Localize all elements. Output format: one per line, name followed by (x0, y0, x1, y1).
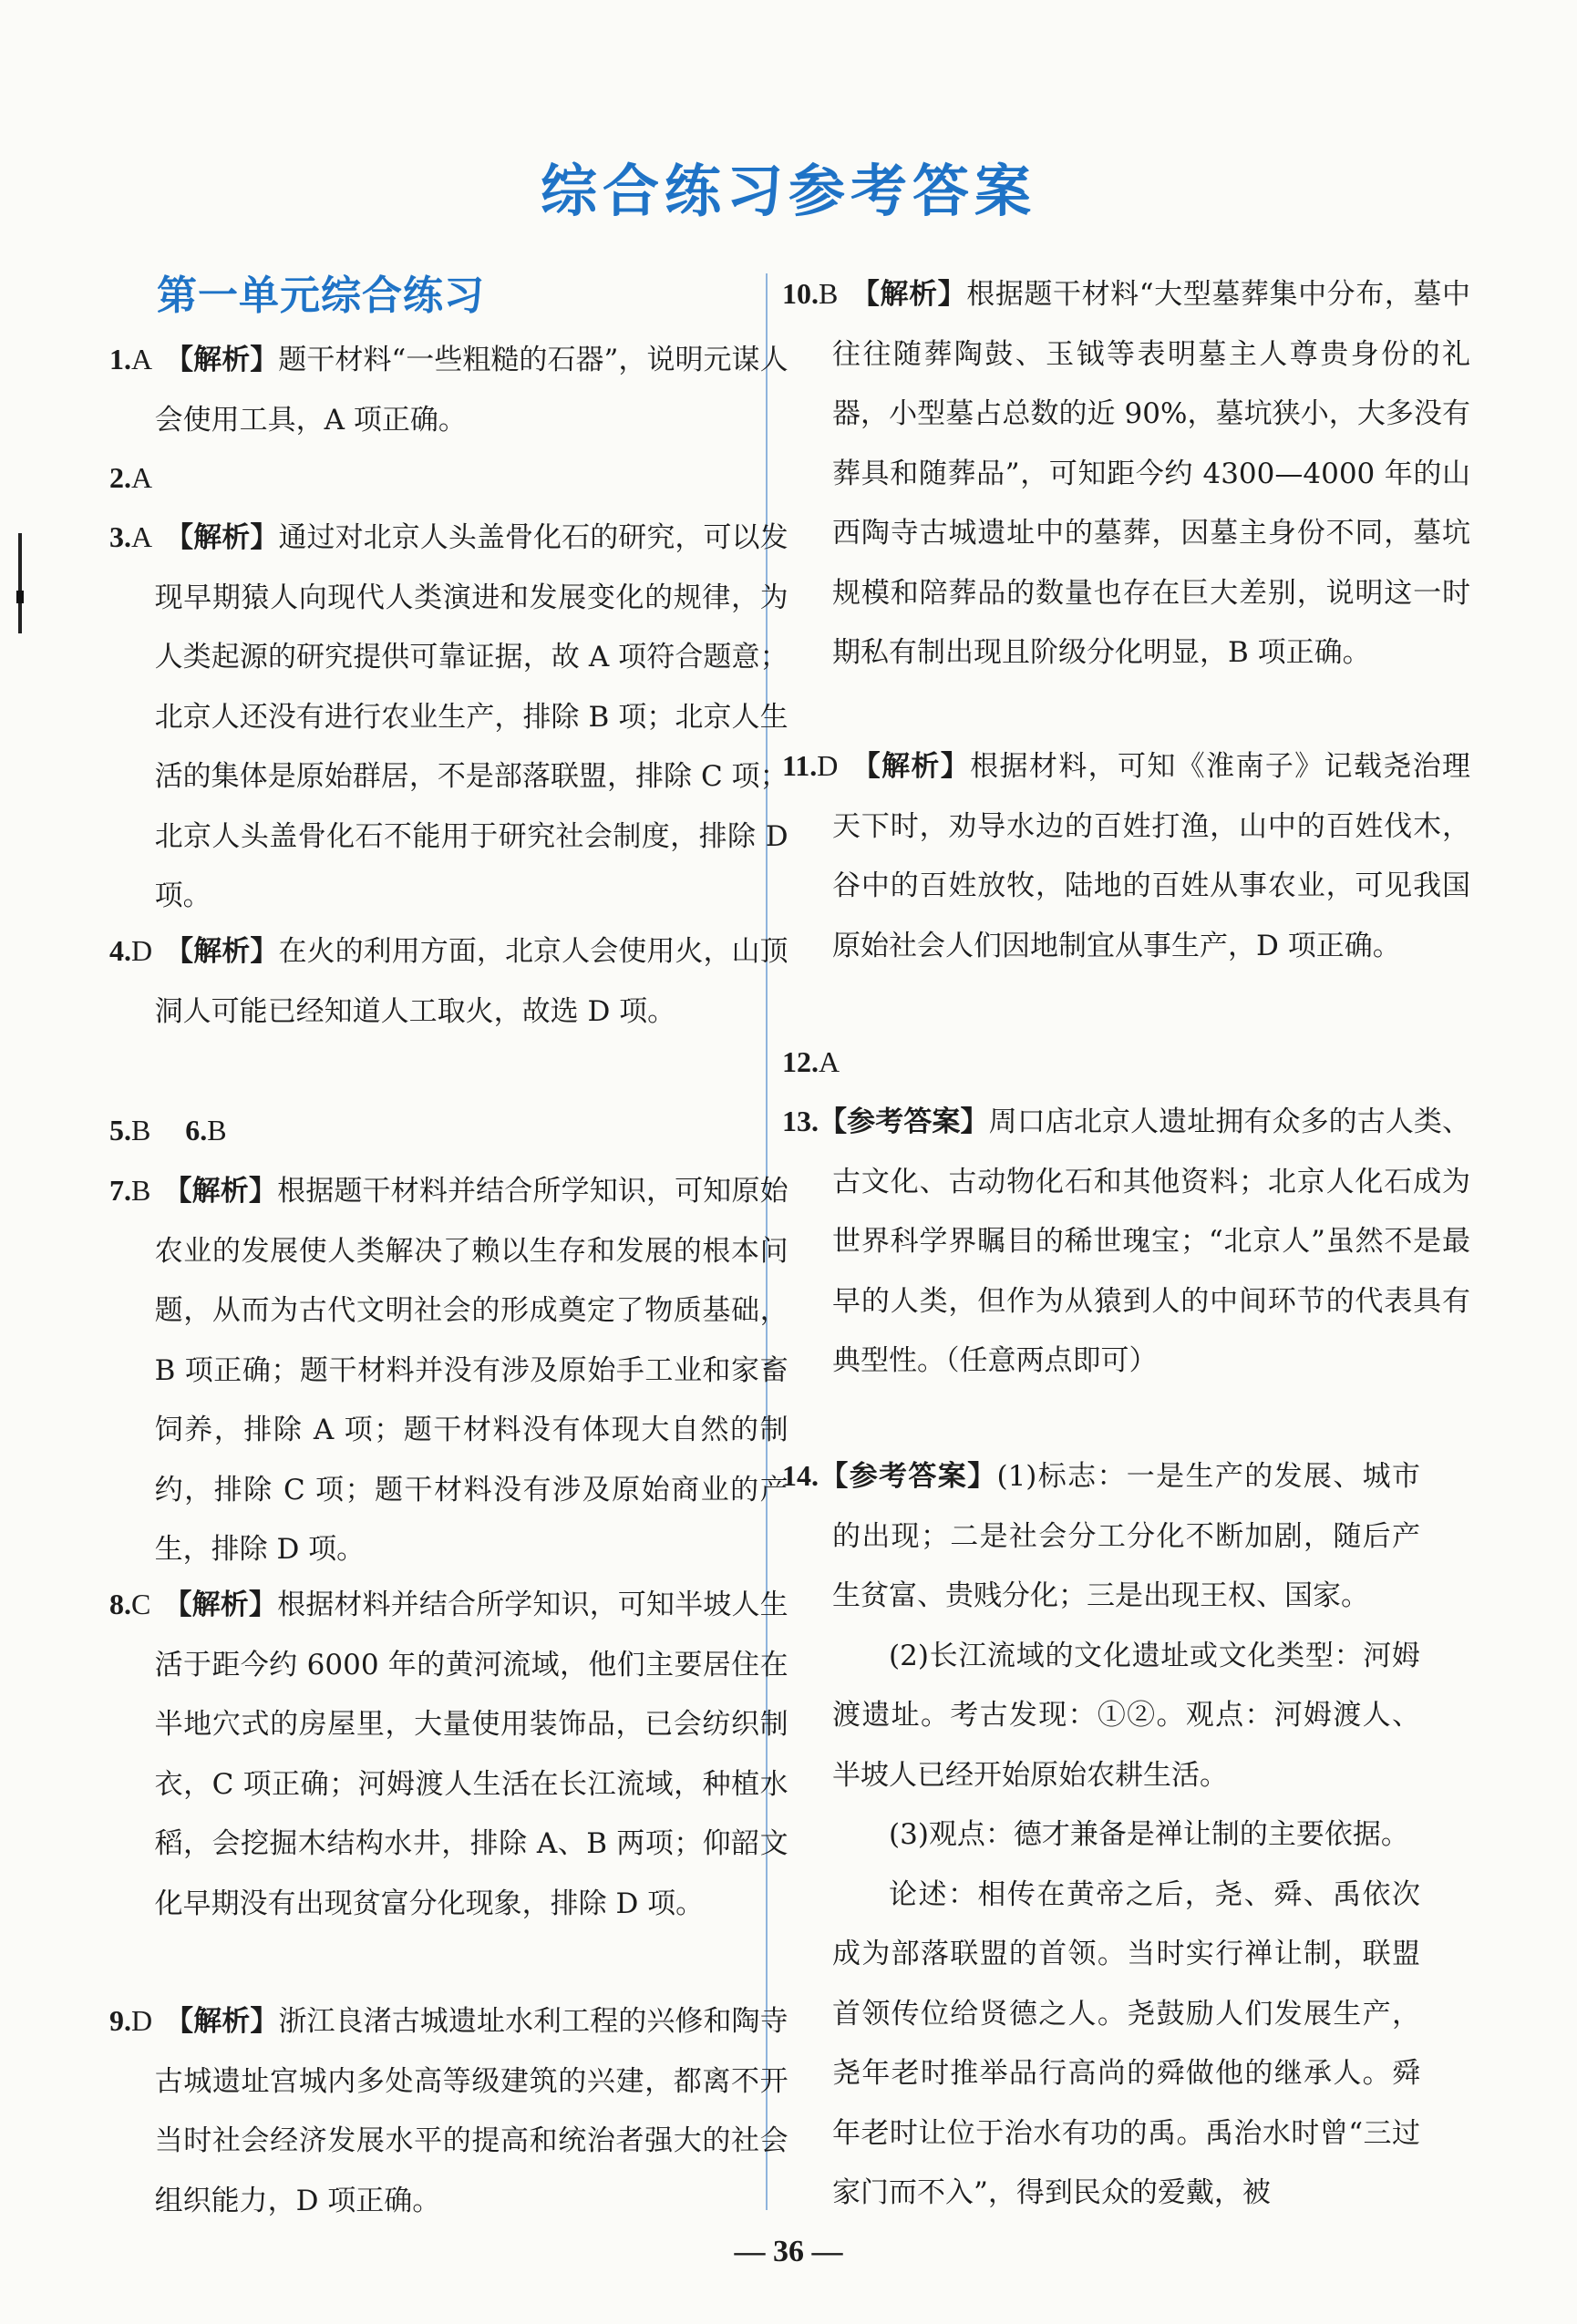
answer-2: 2.A (109, 461, 153, 494)
answer-14-part-3: (3)观点：德才兼备是禅让制的主要依据。 (889, 1818, 1409, 1851)
answer-12: 12.A (782, 1045, 840, 1078)
answer-14 (782, 1446, 1420, 2224)
answer-1: 1.A 【解析】题干材料“一些粗糙的石器”，说明元谋人会使用工具，A 项正确。 (109, 343, 788, 437)
answer-3: 3.A 【解析】通过对北京人头盖骨化石的研究，可以发现早期猿人向现代人类演进和发展变化的规律，为人类起源的研究提供可靠证据，故 A 项符合题意；北京人还没有进行农业生产，排除 B 项；北京人生活的集体是原始群居，不是部落联盟，排除 C 项；北京人头盖骨化石不能用于研究社会制度，排除 D 项。 (109, 520, 788, 912)
page-title: 综合练习参考答案 (540, 158, 1036, 224)
answer-4: 4.D 【解析】在火的利用方面，北京人会使用火，山顶洞人可能已经知道人工取火，故选 D 项。 (109, 934, 788, 1028)
binding-mark-dot (16, 591, 24, 603)
page-number: — 36 — (734, 2235, 843, 2268)
answer-11: 11.D 【解析】根据材料，可知《淮南子》记载尧治理天下时，劝导水边的百姓打渔，山中的百姓伐木，谷中的百姓放牧，陆地的百姓从事农业，可见我国原始社会人们因地制宜从事生产，D 项正确。 (782, 749, 1471, 962)
unit-title: 第一单元综合练习 (157, 273, 485, 319)
answer-8: 8.C 【解析】根据材料并结合所学知识，可知半坡人生活于距今约 6000 年的黄河流域，他们主要居住在半地穴式的房屋里，大量使用装饰品，已会纺织制衣，C 项正确；河姆渡人生活在长江流域，种植水稻，会挖掘木结构水井，排除 A、B 两项；仰韶文化早期没有出现贫富分化现象，排除 D 项。 (109, 1588, 788, 1920)
answer-14-part-4: 论述：相传在黄帝之后，尧、舜、禹依次成为部落联盟的首领。当时实行禅让制，联盟首领传位给贤德之人。尧鼓励人们发展生产，尧年老时推举品行高尚的舜做他的继承人。舜年老时让位于治水有功的禹。禹治水时曾“三过家门而不入”，得到民众的爱戴，被 (832, 1877, 1420, 2209)
binding-mark (18, 533, 22, 633)
answer-14-part-2: (2)长江流域的文化遗址或文化类型：河姆渡遗址。考古发现：①②。观点：河姆渡人、半坡人已经开始原始农耕生活。 (832, 1639, 1420, 1792)
answer-13: 13.【参考答案】周口店北京人遗址拥有众多的古人类、古文化、古动物化石和其他资料；北京人化石成为世界科学界瞩目的稀世瑰宝；“北京人”虽然不是最早的人类，但作为从猿到人的中间环节的代表具有典型性。（任意两点即可） (782, 1105, 1470, 1377)
answer-9: 9.D 【解析】浙江良渚古城遗址水利工程的兴修和陶寺古城遗址宫城内多处高等级建筑的兴建，都离不开当时社会经济发展水平的提高和统治者强大的社会组织能力，D 项正确。 (109, 2004, 788, 2217)
answer-14-part-1: 14.【参考答案】(1)标志：一是生产的发展、城市的出现；二是社会分工分化不断加剧，随后产生贫富、贵贱分化；三是出现王权、国家。 (782, 1459, 1420, 1612)
answer-10: 10.B 【解析】根据题干材料“大型墓葬集中分布，墓中往往随葬陶鼓、玉钺等表明墓主人尊贵身份的礼器，小型墓占总数的近 90%，墓坑狭小，大多没有葬具和随葬品”，可知距今约 4300—4000 年的山西陶寺古城遗址中的墓葬，因墓主身份不同，墓坑规模和陪葬品的数量也存在巨大差别，说明这一时期私有制出现且阶级分化明显，B 项正确。 (782, 277, 1471, 669)
answer-5-6: 5.B 6.B (109, 1114, 227, 1147)
answer-7: 7.B 【解析】根据题干材料并结合所学知识，可知原始农业的发展使人类解决了赖以生存和发展的根本问题，从而为古代文明社会的形成奠定了物质基础，B 项正确；题干材料并没有涉及原始手工业和家畜饲养，排除 A 项；题干材料没有体现大自然的制约，排除 C 项；题干材料没有涉及原始商业的产生，排除 D 项。 (109, 1174, 788, 1566)
